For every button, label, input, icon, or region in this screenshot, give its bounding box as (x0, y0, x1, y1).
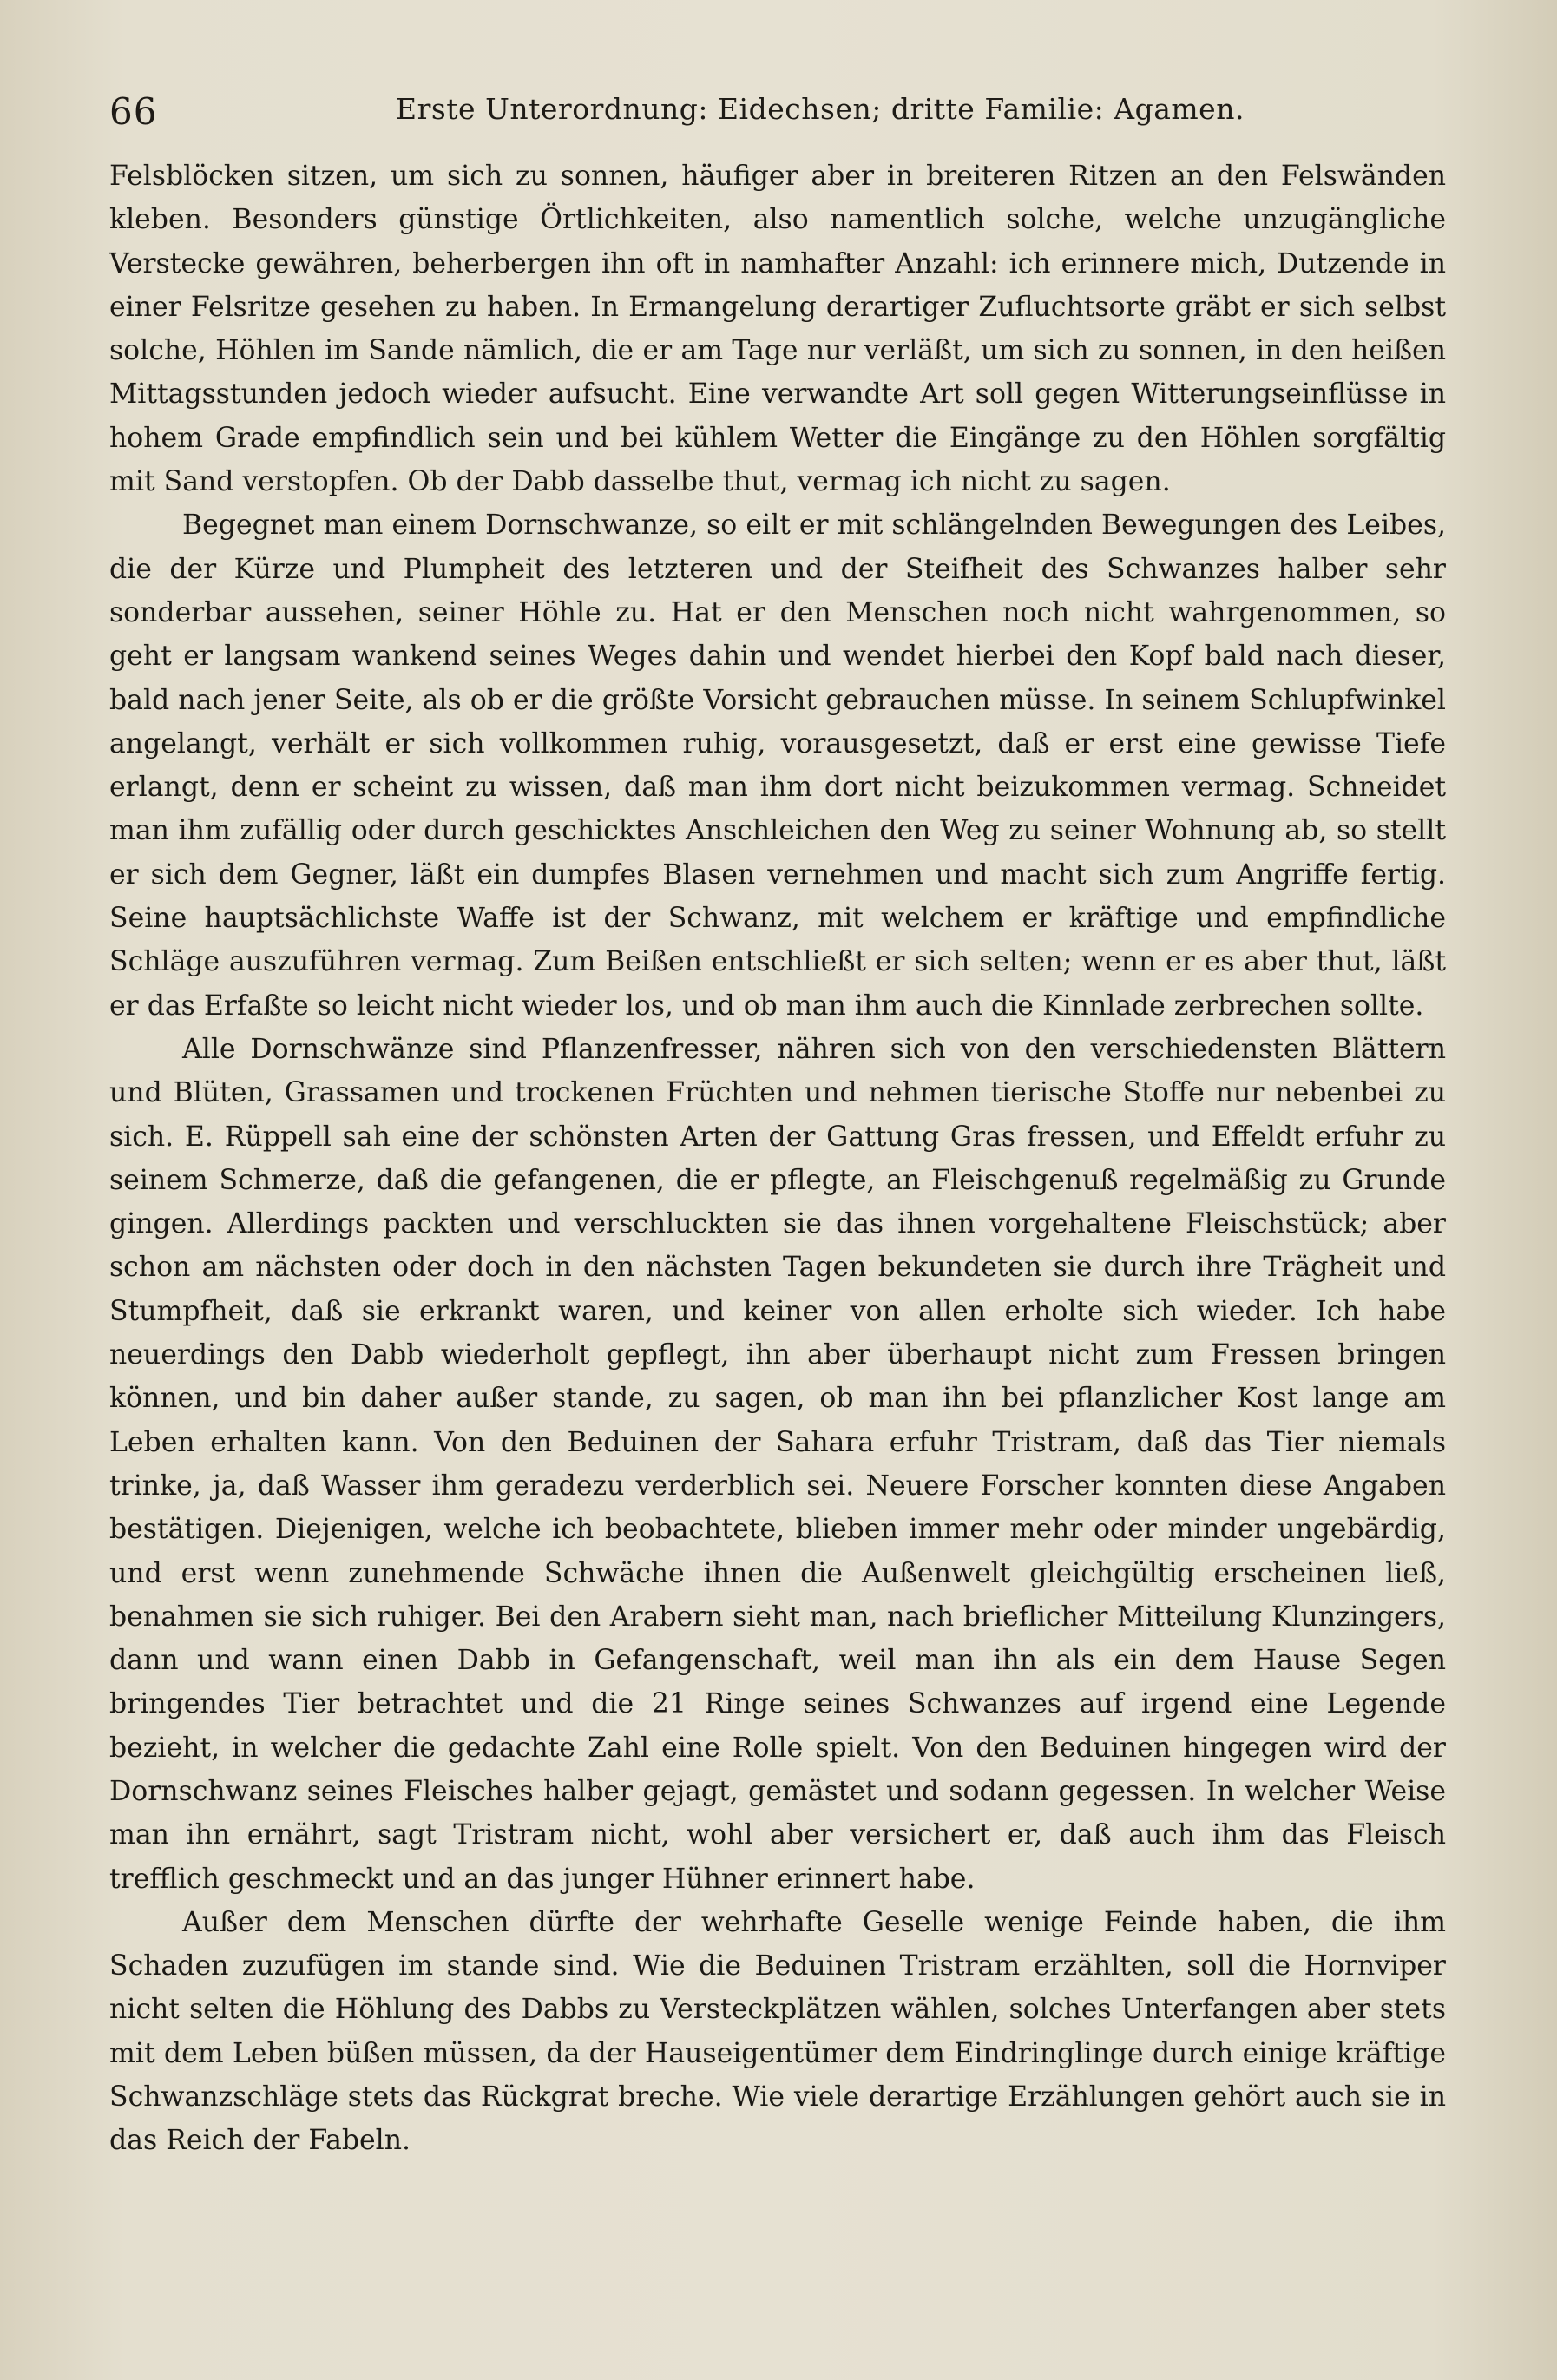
page-header (109, 87, 1446, 139)
paragraph-2: Begegnet man einem Dornschwanze, so eilt er mit schlängelnden Bewegungen des Leibes, die der Kürze und Plumpheit des letzteren und der Steifheit des Schwanzes halber sehr sonderbar aussehen, seiner Höhle zu. Hat er den Menschen noch nicht wahrgenommen, so geht er langsam wankend seines Weges dahin und wendet hierbei den Kopf bald nach dieser, bald nach jener Seite, als ob er die größte Vorsicht gebrauchen müsse. In seinem Schlupfwinkel angelangt, verhält er sich vollkommen ruhig, vorausgesetzt, daß er erst eine gewisse Tiefe erlangt, denn er scheint zu wissen, daß man ihm dort nicht beizukommen vermag. Schneidet man ihm zufällig oder durch geschicktes Anschleichen den Weg zu seiner Wohnung ab, so stellt er sich dem Gegner, läßt ein dumpfes Blasen vernehmen und macht sich zum Angriffe fertig. Seine hauptsächlichste Waffe ist der Schwanz, mit welchem er kräftige und empfindliche Schläge auszuführen vermag. Zum Beißen entschließt er sich selten; wenn er es aber thut, läßt er das Erfaßte so leicht nicht wieder los, und ob man ihm auch die Kinnlade zerbrechen sollte. (109, 510, 1446, 1022)
body-text (109, 155, 1446, 2255)
running-head: Erste Unterordnung: Eidechsen; dritte Familie: Agamen. (396, 92, 1245, 126)
paragraph-3: Alle Dornschwänze sind Pflanzenfresser, nähren sich von den verschiedensten Blättern und Blüten, Grassamen und trockenen Früchten und nehmen tierische Stoffe nur nebenbei zu sich. E. Rüppell sah eine der schönsten Arten der Gattung Gras fressen, und Effeldt erfuhr zu seinem Schmerze, daß die gefangenen, die er pflegte, an Fleischgenuß regelmäßig zu Grunde gingen. Allerdings packten und verschluckten sie das ihnen vorgehaltene Fleischstück; aber schon am nächsten oder doch in den nächsten Tagen bekundeten sie durch ihre Trägheit und Stumpfheit, daß sie erkrankt waren, und keiner von allen erholte sich wieder. Ich habe neuerdings den Dabb wiederholt gepflegt, ihn aber überhaupt nicht zum Fressen bringen können, und bin daher außer stande, zu sagen, ob man ihn bei pflanzlicher Kost lange am Leben erhalten kann. Von den Beduinen der Sahara erfuhr Tristram, daß das Tier niemals trinke, ja, daß Wasser ihm geradezu verderblich sei. Neuere Forscher konnten diese Angaben bestätigen. Diejenigen, welche ich beobachtete, blieben immer mehr oder minder ungebärdig, und erst wenn zunehmende Schwäche ihnen die Außenwelt gleichgültig erscheinen ließ, benahmen sie sich ruhiger. Bei den Arabern sieht man, nach brieflicher Mitteilung Klunzingers, dann und wann einen Dabb in Gefangenschaft, weil man ihn als ein dem Hause Segen bringendes Tier betrachtet und die 21 Ringe seines Schwanzes auf irgend eine Legende bezieht, in welcher die gedachte Zahl eine Rolle spielt. Von den Beduinen hingegen wird der Dornschwanz seines Fleisches halber gejagt, gemästet und sodann gegessen. In welcher Weise man ihn ernährt, sagt Tristram nicht, wohl aber versichert er, daß auch ihm das Fleisch trefflich geschmeckt und an das junger Hühner erinnert habe. (109, 1033, 1446, 1895)
page-number: 66 (109, 90, 158, 133)
paragraph-1: Felsblöcken sitzen, um sich zu sonnen, häufiger aber in breiteren Ritzen an den Felswänden kleben. Besonders günstige Örtlichkeiten, also namentlich solche, welche unzugängliche Verstecke gewähren, beherbergen ihn oft in namhafter Anzahl: ich erinnere mich, Dutzende in einer Felsritze gesehen zu haben. In Ermangelung derartiger Zufluchtsorte gräbt er sich selbst solche, Höhlen im Sande nämlich, die er am Tage nur verläßt, um sich zu sonnen, in den heißen Mittagsstunden jedoch wieder aufsucht. Eine verwandte Art soll gegen Witterungseinflüsse in hohem Grade empfindlich sein und bei kühlem Wetter die Eingänge zu den Höhlen sorgfältig mit Sand verstopfen. Ob der Dabb dasselbe thut, vermag ich nicht zu sagen. (109, 161, 1446, 498)
paragraph-4: Außer dem Menschen dürfte der wehrhafte Geselle wenige Feinde haben, die ihm Schaden zuzufügen im stande sind. Wie die Beduinen Tristram erzählten, soll die Hornviper nicht selten die Höhlung des Dabbs zu Versteckplätzen wählen, solches Unterfangen aber stets mit dem Leben büßen müssen, da der Hauseigentümer dem Eindringlinge durch einige kräftige Schwanzschläge stets das Rückgrat breche. Wie viele derartige Erzählungen gehört auch sie in das Reich der Fabeln. (109, 1906, 1446, 2157)
